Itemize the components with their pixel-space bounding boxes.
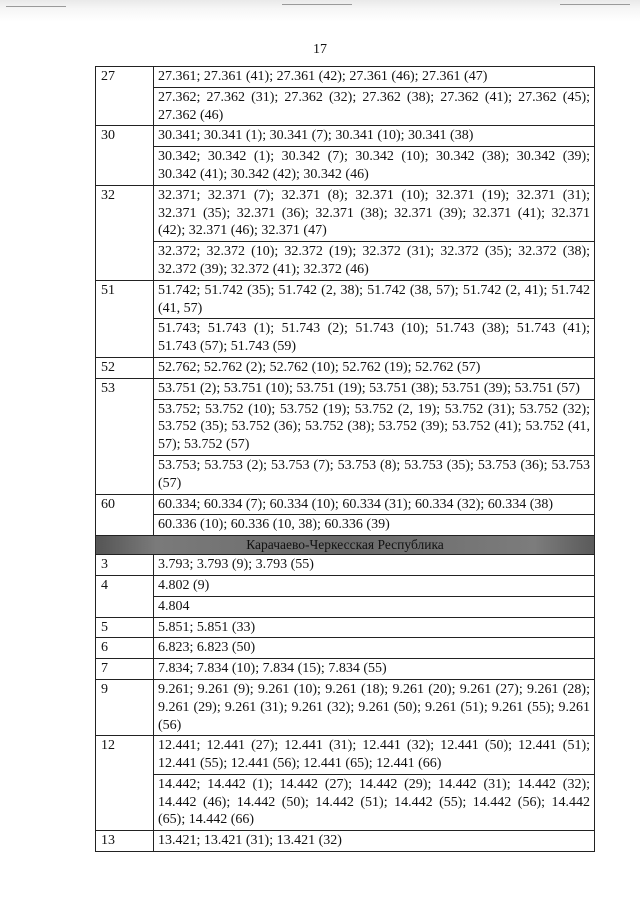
table-row	[96, 774, 595, 830]
entry-codes: 7.834; 7.834 (10); 7.834 (15); 7.834 (55)	[154, 659, 595, 680]
entry-codes: 30.342; 30.342 (1); 30.342 (7); 30.342 (10); 30.342 (38); 30.342 (39); 30.342 (41); 30.342 (42); 30.342 (46)	[154, 147, 595, 186]
scan-artifact	[560, 4, 630, 5]
table-row	[96, 596, 595, 617]
entry-number: 30	[96, 126, 154, 185]
table-row	[96, 242, 595, 281]
table-row	[96, 736, 595, 775]
region-header-row	[96, 536, 595, 555]
table-row	[96, 679, 595, 735]
entry-number: 5	[96, 617, 154, 638]
table-row	[96, 515, 595, 536]
table-row	[96, 638, 595, 659]
page-number: 17	[313, 42, 327, 57]
entry-codes: 51.742; 51.742 (35); 51.742 (2, 38); 51.742 (38, 57); 51.742 (2, 41); 51.742 (41, 57)	[154, 280, 595, 319]
table-row	[96, 659, 595, 680]
table-row	[96, 67, 595, 88]
entry-codes: 4.802 (9)	[154, 575, 595, 596]
entry-codes: 60.336 (10); 60.336 (10, 38); 60.336 (39)	[154, 515, 595, 536]
table-row	[96, 555, 595, 576]
entry-codes: 52.762; 52.762 (2); 52.762 (10); 52.762 (19); 52.762 (57)	[154, 357, 595, 378]
scan-artifact	[282, 4, 352, 5]
table-row	[96, 399, 595, 455]
entry-codes: 5.851; 5.851 (33)	[154, 617, 595, 638]
entry-codes: 4.804	[154, 596, 595, 617]
table-row	[96, 455, 595, 494]
entry-number: 51	[96, 280, 154, 357]
table-row	[96, 357, 595, 378]
entry-codes: 12.441; 12.441 (27); 12.441 (31); 12.441 (32); 12.441 (50); 12.441 (51); 12.441 (55); 12.441 (56); 12.441 (65); 12.441 (66)	[154, 736, 595, 775]
table-row	[96, 319, 595, 358]
entry-codes: 9.261; 9.261 (9); 9.261 (10); 9.261 (18); 9.261 (20); 9.261 (27); 9.261 (28); 9.261 (29); 9.261 (31); 9.261 (32); 9.261 (50); 9.261 (51); 9.261 (55); 9.261 (56)	[154, 679, 595, 735]
entry-codes: 30.341; 30.341 (1); 30.341 (7); 30.341 (10); 30.341 (38)	[154, 126, 595, 147]
entry-codes: 51.743; 51.743 (1); 51.743 (2); 51.743 (10); 51.743 (38); 51.743 (41); 51.743 (57); 51.743 (59)	[154, 319, 595, 358]
scan-artifact	[6, 6, 66, 7]
table-row	[96, 617, 595, 638]
entry-codes: 13.421; 13.421 (31); 13.421 (32)	[154, 831, 595, 852]
entry-number: 32	[96, 185, 154, 280]
entry-codes: 53.753; 53.753 (2); 53.753 (7); 53.753 (8); 53.753 (35); 53.753 (36); 53.753 (57)	[154, 455, 595, 494]
entry-number: 53	[96, 378, 154, 494]
entry-codes: 6.823; 6.823 (50)	[154, 638, 595, 659]
entry-codes: 53.752; 53.752 (10); 53.752 (19); 53.752 (2, 19); 53.752 (31); 53.752 (32); 53.752 (35); 53.752 (36); 53.752 (38); 53.752 (39); 53.752 (41); 53.752 (41, 57); 53.752 (57)	[154, 399, 595, 455]
scan-top-shading	[0, 0, 640, 22]
entry-codes: 27.362; 27.362 (31); 27.362 (32); 27.362 (38); 27.362 (41); 27.362 (45); 27.362 (46)	[154, 87, 595, 126]
entry-number: 27	[96, 67, 154, 126]
entry-number: 6	[96, 638, 154, 659]
entry-number: 3	[96, 555, 154, 576]
entry-number: 9	[96, 679, 154, 735]
registry-table	[95, 66, 595, 852]
entry-codes: 3.793; 3.793 (9); 3.793 (55)	[154, 555, 595, 576]
entry-number: 60	[96, 494, 154, 536]
entry-codes: 32.372; 32.372 (10); 32.372 (19); 32.372 (31); 32.372 (35); 32.372 (38); 32.372 (39); 32.372 (41); 32.372 (46)	[154, 242, 595, 281]
entry-number: 12	[96, 736, 154, 831]
entry-number: 13	[96, 831, 154, 852]
entry-codes: 60.334; 60.334 (7); 60.334 (10); 60.334 (31); 60.334 (32); 60.334 (38)	[154, 494, 595, 515]
table-row	[96, 494, 595, 515]
entry-codes: 53.751 (2); 53.751 (10); 53.751 (19); 53.751 (38); 53.751 (39); 53.751 (57)	[154, 378, 595, 399]
table-row	[96, 185, 595, 241]
table-row	[96, 378, 595, 399]
entry-number: 52	[96, 357, 154, 378]
region-title: Карачаево-Черкесская Республика	[96, 536, 595, 555]
table-row	[96, 575, 595, 596]
entry-number: 7	[96, 659, 154, 680]
table-row	[96, 831, 595, 852]
table-row	[96, 126, 595, 147]
table-row	[96, 147, 595, 186]
entry-codes: 32.371; 32.371 (7); 32.371 (8); 32.371 (10); 32.371 (19); 32.371 (31); 32.371 (35); 32.371 (36); 32.371 (38); 32.371 (39); 32.371 (41); 32.371 (42); 32.371 (46); 32.371 (47)	[154, 185, 595, 241]
entry-number: 4	[96, 575, 154, 617]
entry-codes: 27.361; 27.361 (41); 27.361 (42); 27.361 (46); 27.361 (47)	[154, 67, 595, 88]
table-row	[96, 87, 595, 126]
table-row	[96, 280, 595, 319]
entry-codes: 14.442; 14.442 (1); 14.442 (27); 14.442 (29); 14.442 (31); 14.442 (32); 14.442 (46); 14.442 (50); 14.442 (51); 14.442 (55); 14.442 (56); 14.442 (65); 14.442 (66)	[154, 774, 595, 830]
